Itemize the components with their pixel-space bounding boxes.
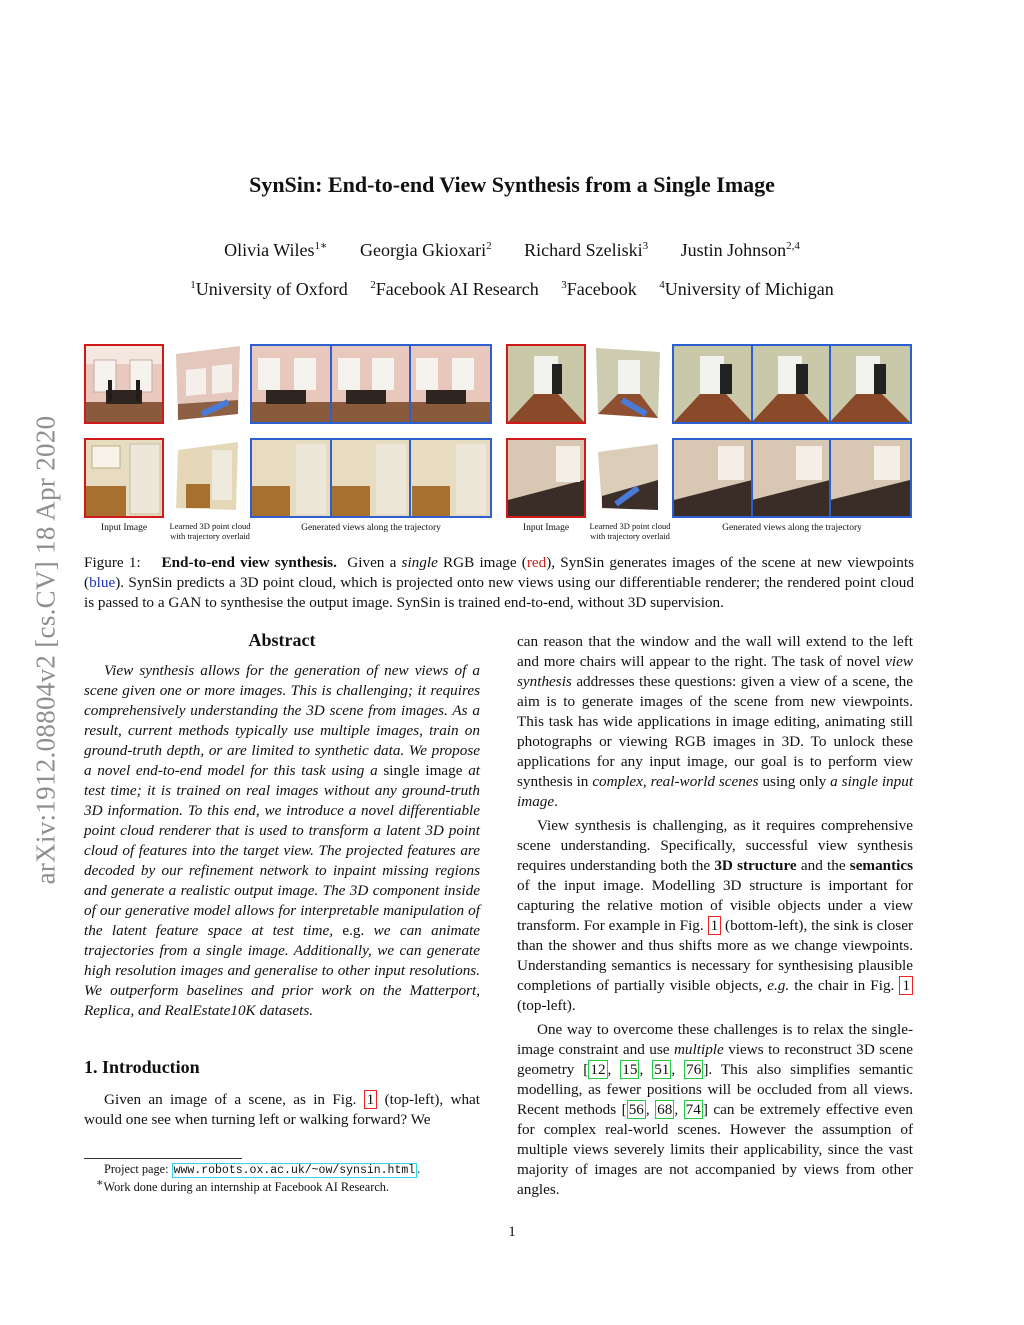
footnotes (96, 1161, 421, 1196)
affiliation: $^4$University of Michigan (659, 279, 834, 299)
affiliation: $^1$University of Oxford (190, 279, 348, 299)
author-list (0, 240, 1024, 261)
figure-caption: Figure 1: End-to-end view synthesis. Given a single RGB image (red), SynSin generates images of the scene at new viewpoints (blue). SynSin predicts a 3D point cloud, which is projected onto new views using our differentiable renderer; the rendered point cloud is passed to a GAN to synthesise the output image. SynSin is trained end-to-end, without 3D supervision. (84, 554, 914, 611)
intro-paragraph: View synthesis is challenging, as it requires comprehensive scene understanding. Specifically, successful view synthesis requires understanding both the 3D structure and the semantics of the input image. Modelling 3D structure is important for capturing the relative motion of visible objects under a view transform. For example in Fig. 1 (bottom-left), the sink is closer than the shower and thus shifts more as we change viewpoints. Understanding semantics is necessary for synthesising plausible completions of partially visible objects, e.g. the chair in Fig. 1 (top-left). (517, 817, 914, 1014)
arxiv-id: arXiv:1912.08804v2 [cs.CV] 18 Apr 2020 (30, 415, 61, 885)
generated-views-dining-room (250, 344, 492, 424)
figure-1 (82, 342, 918, 542)
page-number: 1 (508, 1224, 516, 1240)
figure-reference-link[interactable]: 1 (708, 916, 722, 935)
generated-views-hallway (672, 344, 912, 424)
citation-link[interactable]: 68 (657, 1101, 673, 1118)
label-point-cloud: Learned 3D point cloud with trajectory overlaid (589, 521, 671, 541)
generated-views-stairs (672, 438, 912, 518)
citation-link[interactable]: 51 (654, 1061, 670, 1078)
author: Richard Szeliski$^3$ (524, 240, 649, 260)
point-cloud-stairs (592, 438, 664, 518)
input-image-hallway (506, 344, 586, 424)
intro-paragraph: One way to overcome these challenges is to relax the single-image constraint and use multiple views to reconstruct 3D scene geometry [ 12 , 15 , 51 , 76 ]. This also simplifies semantic modelling, as fewer positions will be occluded from all views. Recent methods [ 56 , 68 , 74 ] can be extremely effective even for complex real-world scenes. However the assumption of multiple views severely limits their applicability, since the vast majority of images are not accompanied by views from other angles. (517, 1021, 914, 1198)
citation-link[interactable]: 12 (590, 1061, 606, 1078)
intro-paragraph: can reason that the window and the wall will extend to the left and more chairs will appear to the right. The task of novel view synthesis addresses these questions: given a view of a scene, the aim is to generate images of the scene from new viewpoints. This task has wide applications in image editing, animating still photographs or viewing RGB images in 3D. To unlock these applications for any input image, our goal is to perform view synthesis in complex, real-world scenes using only a single input image. (517, 633, 914, 810)
project-page-footnote: Project page: www.robots.ox.ac.uk/~ow/synsin.html . (104, 1162, 421, 1177)
generated-views-bathroom (250, 438, 492, 518)
internship-footnote: ∗Work done during an internship at Facebook AI Research. (96, 1176, 390, 1194)
paper-title: SynSin: End-to-end View Synthesis from a Single Image (249, 172, 775, 197)
citation-link[interactable]: 74 (685, 1101, 701, 1118)
figure-reference-link[interactable]: 1 (364, 1090, 378, 1109)
introduction-heading: 1. Introduction (84, 1057, 200, 1077)
input-image-bathroom (84, 438, 164, 518)
point-cloud-dining-room (172, 344, 244, 424)
author: Georgia Gkioxari$^2$ (360, 240, 492, 260)
citation-link[interactable]: 56 (628, 1101, 644, 1118)
citation-link[interactable]: 76 (686, 1061, 702, 1078)
figure-reference-link[interactable]: 1 (899, 976, 913, 995)
affiliation: $^3$Facebook (561, 279, 637, 299)
input-image-dining-room (84, 344, 164, 424)
left-column (84, 630, 480, 1130)
affiliation: $^2$Facebook AI Research (370, 279, 539, 299)
arxiv-stamp (32, 350, 60, 950)
abstract-heading: Abstract (248, 630, 316, 650)
input-image-stairs (506, 438, 586, 518)
project-page-link[interactable]: www.robots.ox.ac.uk/~ow/synsin.html (173, 1164, 416, 1177)
abstract-text: View synthesis allows for the generation of new views of a scene given one or more images. This is challenging; it requires comprehensively understanding the 3D scene from images. As a result, current methods typically use multiple images, train on ground-truth depth, or are limited to synthetic data. We propose a novel end-to-end model for this task using a single image at test time; it is trained on real images without any ground-truth 3D information. To this end, we introduce a novel differentiable point cloud renderer that is used to transform a latent 3D point cloud of features into the target view. The projected features are decoded by our refinement network to inpaint missing regions and generate a realistic output image. The 3D component inside of our generative model allows for interpretable manipulation of the latent feature space at test time, e.g. we can animate trajectories from a single image. Additionally, we can generate high resolution images and generalise to other input resolutions. We outperform baselines and prior work on the Matterport, Replica, and RealEstate10K datasets. (84, 662, 481, 1019)
point-cloud-bathroom (172, 438, 244, 518)
affiliation-list (0, 279, 1024, 300)
label-input-image: Input Image (100, 523, 148, 533)
right-column (517, 632, 913, 1204)
author: Olivia Wiles$^{1∗}$ (224, 240, 328, 260)
point-cloud-hallway (592, 344, 664, 424)
label-point-cloud: Learned 3D point cloud with trajectory overlaid (169, 521, 251, 541)
label-generated-views: Generated views along the trajectory (301, 523, 441, 533)
intro-paragraph: Given an image of a scene, as in Fig. 1 (top-left), what would one see when turning left or walking forward? We (84, 1091, 480, 1128)
footnote-divider (84, 1158, 242, 1159)
label-input-image: Input Image (522, 523, 570, 533)
label-generated-views: Generated views along the trajectory (722, 523, 862, 533)
author: Justin Johnson$^{2,4}$ (680, 240, 800, 260)
citation-link[interactable]: 15 (622, 1061, 638, 1078)
